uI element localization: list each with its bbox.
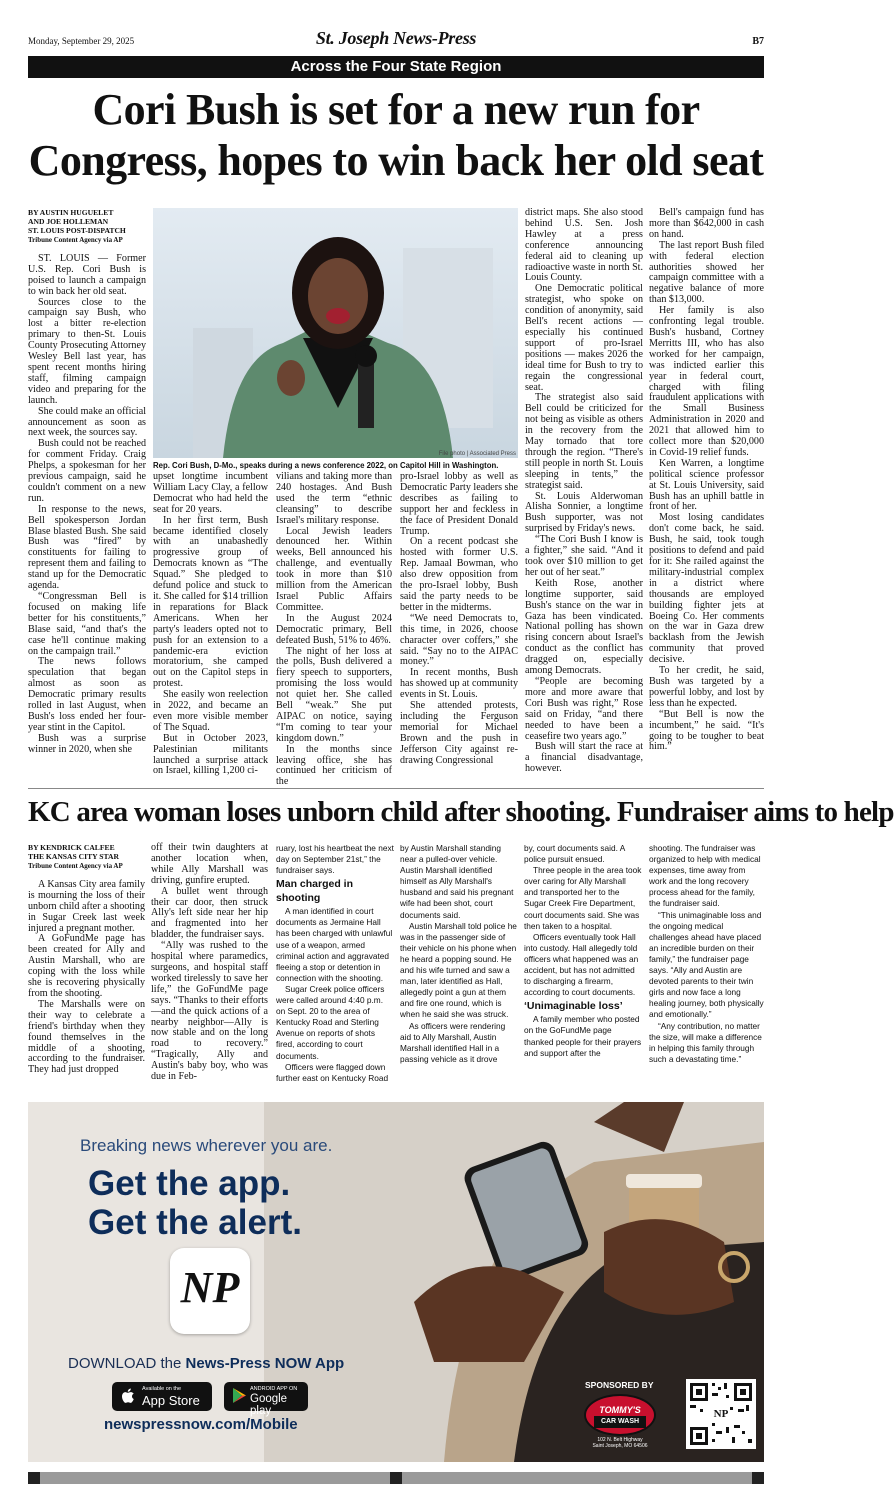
paragraph: Ken Warren, a longtime political science professor at St. Louis University, said Bush has an uphill battle in front of her. xyxy=(649,457,764,513)
section-banner: Across the Four State Region xyxy=(28,56,764,78)
story1-column-4 xyxy=(400,472,518,784)
sponsored-by-label: SPONSORED BY xyxy=(585,1380,654,1390)
paragraph: The strategist also said Bell could be criticized for not being as visible as others in the recovery from the May tornado that tore through the region. “There's still people in north St. Louis sleeping in tents,” the strategist said. xyxy=(525,392,643,491)
paragraph: St. Louis Alderwoman Alisha Sonnier, a longtime Bush supporter, was not surprised by Friday's news. xyxy=(525,490,643,535)
paragraph: “The Cori Bush I know is a fighter,” she said. “And it took over $10 million to get her out of her seat.” xyxy=(525,534,643,578)
paragraph: “But Bell is now the incumbent,” he said. “It's going to be tougher to beat him.” xyxy=(649,708,764,753)
story2-column-1 xyxy=(28,843,145,1093)
paragraph: In her first term, Bush became identified closely with an unabashedly progressive group of Democrats known as “The Squad.” She pledged to defund police and stuck to it. She called for $14 trillion in reparations for Black Americans. When her party's leaders opted not to push for an extension to a pandemic-era eviction moratorium, she camped out on the Capitol steps in protest. xyxy=(153,514,268,690)
app-name: News-Press NOW App xyxy=(185,1355,345,1372)
appstore-small-label: Available on the xyxy=(142,1386,182,1392)
paragraph: Austin Marshall told police he was in the passenger side of their vehicle on his phone when he heard a popping sound. He and his wife turned and saw a man, later identified as Hall, allegedly point a gun at them and fire one round, which is when he said she was struck. xyxy=(400,920,517,1020)
paragraph: vilians and taking more than 240 hostages. And Bush used the term “ethnic cleansing” to describe Israel's military response. xyxy=(276,471,392,526)
paragraph: As officers were rendering aid to Ally Marshall, Austin Marshall identified Hall in a passing vehicle as it drove xyxy=(400,1020,506,1064)
paragraph: A GoFundMe page has been created for Ally and Austin Marshall, who are coping with the loss while she is recovering physically from the shooting. xyxy=(28,933,145,999)
paragraph: “We need Democrats to, this time, in 2026, choose character over coffers,” she said. “Say no to the AIPAC money.” xyxy=(400,612,518,668)
story2-column-6 xyxy=(649,843,764,1093)
paragraph: A man identified in court documents as Jermaine Hall has been charged with unlawful use of a weapon, armed criminal action and aggravated fleeing a stop or detention in connection with the shooting. xyxy=(276,906,393,983)
subhead-man-charged: Man charged in shooting xyxy=(276,878,354,905)
google-play-icon xyxy=(233,1388,246,1407)
np-logo: NP xyxy=(180,1263,240,1312)
svg-text:NP: NP xyxy=(713,1408,729,1420)
paragraph: Bush will start the race at a financial disadvantage, however. xyxy=(525,741,643,775)
story2-column-5 xyxy=(524,843,642,1093)
paragraph: “Congressman Bell is focused on making life better for his constituents,” Blase said, “and that's the case he'll continue making on the campaign trail.” xyxy=(28,591,146,657)
paragraph: Her family is also confronting legal trouble. Bush's husband, Cortney Merritts III, who has also worked for her campaign, was indicted earlier this year in federal court, charged with filing fraudulent applications with the Small Business Administration in 2020 and 2021 that allowed him to collect more than $20,000 in Covid-19 relief funds. xyxy=(649,305,764,458)
footer-bar xyxy=(28,1472,764,1484)
paragraph: upset longtime incumbent William Lacy Clay, a fellow Democrat who had held the seat for 20 years. xyxy=(153,471,268,515)
paragraph: In the months since leaving office, she has continued her criticism of the xyxy=(276,743,392,788)
ad-headline-line-2: Get the alert. xyxy=(88,1203,302,1242)
sponsor-address-line-2: Saint Joseph, MO 64506 xyxy=(592,1443,648,1449)
story1-byline: AND JOE HOLLEMAN xyxy=(28,217,109,226)
paragraph: A Kansas City area family is mourning the loss of their unborn child after a shooting in Sugar Creek last week injured a pregnant mother. xyxy=(28,878,145,934)
paragraph: Bush was a surprise winner in 2020, when she xyxy=(28,732,146,755)
paragraph: On a recent podcast she hosted with former U.S. Rep. Jamaal Bowman, who also drew opposition from the pro-Israel lobby, Bush said the party needs to be better in the midterms. xyxy=(400,536,518,613)
sponsor-address-line-1: 102 N. Belt Highway xyxy=(597,1437,643,1443)
sponsor-sub: CAR WASH xyxy=(594,1416,646,1428)
story2-column-2 xyxy=(151,843,268,1093)
page-number: B7 xyxy=(752,36,764,47)
paragraph: Local Jewish leaders denounced her. Within weeks, Bell announced his challenge, and eventually took in more than $10 million from the American Israel Public Affairs Committee. xyxy=(276,525,392,613)
ad-tagline: Breaking news wherever you are. xyxy=(80,1136,333,1155)
story1-column-6 xyxy=(649,208,764,784)
cori-bush-photo xyxy=(153,208,518,458)
masthead xyxy=(28,28,764,52)
google-small-label: ANDROID APP ON xyxy=(250,1386,298,1392)
story2-source: Tribune Content Agency via AP xyxy=(28,862,123,870)
news-press-app-icon[interactable] xyxy=(170,1248,250,1334)
paragraph: “Any contribution, no matter the size, will make a difference in helping this family through such a devastating time.” xyxy=(649,1020,762,1064)
ad-headline-line-1: Get the app. xyxy=(88,1164,291,1203)
story1-column-2 xyxy=(153,472,268,784)
paragraph: A bullet went through their car door, then struck Ally's left side near her hip and fragmented into her bladder, the fundraiser says. xyxy=(151,885,268,941)
story1-headline: Cori Bush is set for a new run for Congress, hopes to win back her old seat xyxy=(28,85,764,185)
story1-byline: ST. LOUIS POST-DISPATCH xyxy=(28,226,126,235)
ad-headline xyxy=(88,1164,302,1242)
paragraph: The night of her loss at the polls, Bush delivered a fiery speech to supporters, promising the loss would not quiet her. She called Bell “weak.” She put AIPAC on notice, saying “I'm coming to tear your kingdom down.” xyxy=(276,645,392,744)
paragraph: The last report Bush filed with federal election authorities showed her campaign committee with a negative balance of more than $13,000. xyxy=(649,239,764,306)
paragraph: Most losing candidates don't come back, he said. Bush, he said, took tough positions to defend and paid for it: She railed against the military-industrial complex in a district where thousands are employed building fighter jets at Boeing Co. Her comments on the war in Gaza drew backlash from the Jewish community that proved decisive. xyxy=(649,512,764,666)
photo-credit: File photo | Associated Press xyxy=(438,451,516,457)
story1-column-1 xyxy=(28,208,146,784)
paragraph: “People are becoming more and more aware that Cori Bush was right,” Rose said on Friday, “and there needed to have been a ceasefire two years ago.” xyxy=(525,675,643,742)
google-play-label: Google play xyxy=(250,1393,288,1417)
paragraph: Officers eventually took Hall into custody. Hall allegedly told officers what happened was an accident, but has not admitted to discharging a firearm, according to court documents. xyxy=(524,931,639,998)
story1-source: Tribune Content Agency via AP xyxy=(28,236,123,244)
paragraph: The news follows speculation that began almost as soon as Democratic primary results rolled in last August, when Bush's loss ended her four-year stint in the Capitol. xyxy=(28,656,146,733)
paragraph: off their twin daughters at another location when, while Ally Marshall was driving, gunfire erupted. xyxy=(151,842,268,886)
app-advertisement[interactable] xyxy=(28,1102,764,1462)
paragraph: In the August 2024 Democratic primary, Bell defeated Bush, 51% to 46%. xyxy=(276,612,392,646)
paragraph: A family member who posted on the GoFundMe page thanked people for their prayers and support after the xyxy=(524,1014,642,1058)
paragraph: The Marshalls were on their way to celebrate a friend's birthday when they found themselves in the middle of a shooting, according to the fundraiser. They had just dropped xyxy=(28,998,145,1076)
paragraph: But in October 2023, Palestinian militants launched a surprise attack on Israel, killing 1,200 ci- xyxy=(153,732,268,777)
footer-block xyxy=(28,1472,40,1484)
paragraph: ST. LOUIS — Former U.S. Rep. Cori Bush is poised to launch a campaign to win back her old seat. xyxy=(28,252,146,297)
photo-caption: Rep. Cori Bush, D-Mo., speaks during a news conference 2022, on Capitol Hill in Washington. xyxy=(153,461,499,470)
subhead-unimaginable-loss: ‘Unimaginable loss’ xyxy=(524,1000,623,1013)
footer-block xyxy=(390,1472,402,1484)
paragraph: Bush could not be reached for comment Friday. Craig Phelps, a spokesman for her previous campaign, said he couldn't comment on a new run. xyxy=(28,438,146,504)
ad-url[interactable]: newspressnow.com/Mobile xyxy=(104,1416,298,1433)
story1-column-3 xyxy=(276,471,392,788)
paragraph: In response to the news, Bell spokesperson Jordan Blase blasted Bush. She said Bush was “fired” by constituents for failing to represent them and failing to stand up for the Democratic agenda. xyxy=(28,503,146,592)
paragraph: She easily won reelection in 2022, and became an even more visible member of The Squad. xyxy=(153,689,268,733)
story2-col5-intro: by, court documents said. A police pursuit ensued. xyxy=(524,843,625,865)
paper-name: St. Joseph News-Press xyxy=(315,28,477,48)
sponsor-name: TOMMY'S xyxy=(599,1405,641,1415)
paragraph: In recent months, Bush has showed up at community events in St. Louis. xyxy=(400,667,518,701)
paragraph: Keith Rose, another longtime supporter, said Bush's stance on the war in Gaza has been vindicated. National polling has shown rising concern about Israel's conduct as the conflict has dragged on, especially among Democrats. xyxy=(525,577,643,677)
footer-block xyxy=(752,1472,764,1484)
story2-column-3 xyxy=(276,843,394,1093)
google-play-button[interactable] xyxy=(224,1382,308,1417)
paragraph: by Austin Marshall standing near a pulled-over vehicle. Austin Marshall identified himself as Ally Marshall's husband and said his pregnant wife had been shot, court documents said. xyxy=(400,843,514,920)
story2-column-4 xyxy=(400,843,518,1093)
paragraph: Sources close to the campaign say Bush, who lost a bitter re-election primary to then-St. Louis County Prosecuting Attorney Wesley Bell last year, has spent recent months hiring staff, filming campaign video and preparing for the launch. xyxy=(28,296,146,406)
paragraph: One Democratic political strategist, who spoke on condition of anonymity, said Bell's recent actions — especially his continued support of pro-Israel positions — makes 2026 the ideal time for Bush to try to regain the congressional seat. xyxy=(525,283,643,393)
story2-col6-intro: shooting. The fundraiser was organized to help with medical expenses, time away from work and the long recovery process ahead for the family, the fundraiser said. xyxy=(649,843,761,909)
paragraph: Three people in the area took over caring for Ally Marshall and transported her to the Sugar Creek Fire Department, court documents said. She was then taken to a hospital. xyxy=(524,865,642,931)
paragraph: She attended protests, including the Ferguson memorial for Michael Brown and the push in Jefferson City against re- drawing Congressional xyxy=(400,700,518,766)
appstore-label: App Store xyxy=(142,1393,200,1408)
download-prefix: DOWNLOAD the xyxy=(68,1355,186,1372)
tommys-car-wash-logo xyxy=(584,1394,656,1436)
sponsor-address xyxy=(579,1437,661,1449)
apple-icon xyxy=(121,1388,135,1408)
paragraph: Sugar Creek police officers were called around 4:40 p.m. on Sept. 20 to the area of Kentucky Road and Sterling Avenue on reports of shots fired, according to court documents. xyxy=(276,983,385,1061)
story2-headline: KC area woman loses unborn child after shooting. Fundraiser aims to help xyxy=(28,796,894,828)
paragraph: district maps. She also stood behind U.S. Sen. Josh Hawley at a press conference announcing federal aid to cleaning up radioactive waste in north St. Louis County. xyxy=(525,207,644,284)
story2-byline: THE KANSAS CITY STAR xyxy=(28,852,119,861)
download-callout xyxy=(68,1355,344,1372)
app-store-button[interactable] xyxy=(112,1382,212,1411)
qr-code[interactable] xyxy=(686,1379,756,1449)
story1-byline: BY AUSTIN HUGUELET xyxy=(28,208,114,217)
story1-column-5 xyxy=(525,208,643,784)
story2-byline: BY KENDRICK CALFEE xyxy=(28,843,115,852)
paragraph: “Ally was rushed to the hospital where paramedics, surgeons, and hospital staff worked tirelessly to save her life,” the GoFundMe page says. “Thanks to their efforts—and the quick actions of a nearby neighbor—Ally is now stable and on the long road to recovery.” “Tragically, Ally and Austin's baby boy, who was due in Feb- xyxy=(151,940,268,1083)
issue-date: Monday, September 29, 2025 xyxy=(28,36,135,46)
story-divider xyxy=(28,788,764,789)
paragraph: Bell's campaign fund has more than $642,000 in cash on hand. xyxy=(649,207,764,240)
paragraph: Officers were flagged down further east on Kentucky Road xyxy=(276,1061,389,1083)
paragraph: To her credit, he said, Bush was targeted by a powerful lobby, and lost by less than he expected. xyxy=(649,665,764,709)
paragraph: She could make an official announcement as soon as next week, the sources say. xyxy=(28,405,147,439)
paragraph: “This unimaginable loss and the ongoing medical challenges ahead have placed an incredible burden on their family,” the fundraiser page says. “Ally and Austin are devoted parents to their twin girls and now face a long healing journey, both physically and emotionally.” xyxy=(649,909,764,1020)
paragraph: pro-Israel lobby as well as Democratic Party leaders she describes as failing to support her and feckless in the face of President Donald Trump. xyxy=(400,471,518,537)
story2-col3-intro: ruary, lost his heartbeat the next day on September 21st,” the fundraiser says. xyxy=(276,843,394,876)
